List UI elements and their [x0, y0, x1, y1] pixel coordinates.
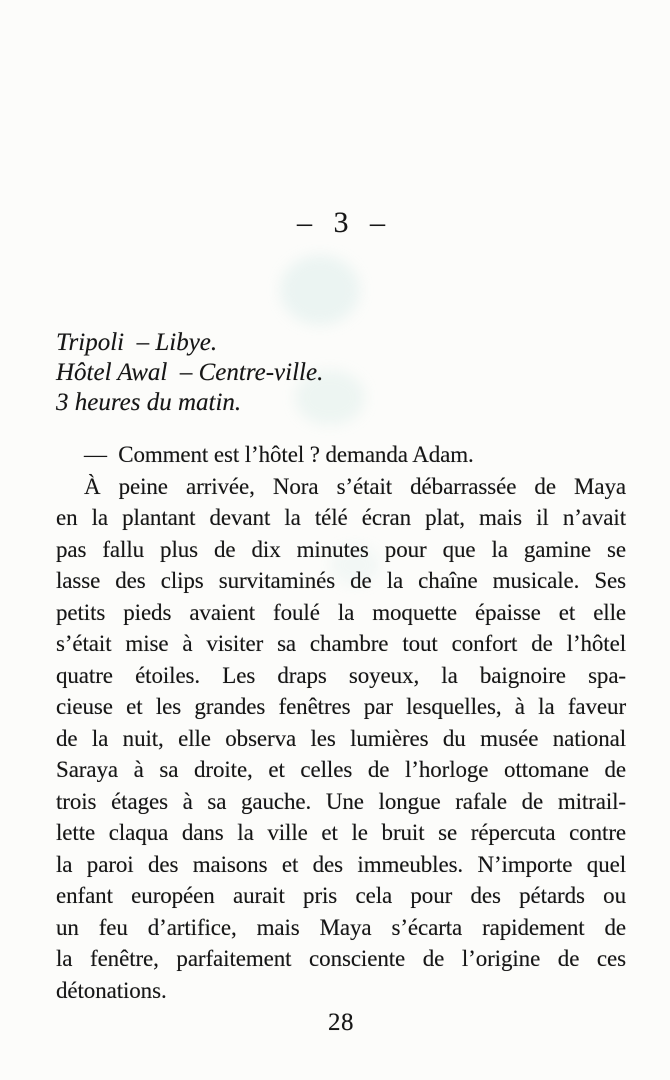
dateline-hotel: Hôtel Awal – Centre-ville.	[56, 359, 324, 386]
text-column	[56, 0, 626, 1037]
chapter-heading: – 3 –	[297, 206, 385, 239]
dateline-block	[56, 328, 626, 418]
body-line: lasse des clips survitaminés de la chaîne musicale. Ses	[56, 568, 626, 593]
dateline-location: Tripoli – Libye.	[56, 329, 218, 356]
body-line: enfant européen aurait pris cela pour des pétards ou	[56, 883, 626, 908]
body-line: détonations.	[56, 977, 167, 1003]
body-line: un feu d’artifice, mais Maya s’écarta rapidement de	[56, 914, 626, 940]
body-line: en la plantant devant la télé écran plat, mais il n’avait	[56, 505, 626, 530]
body-line: lette claqua dans la ville et le bruit se répercuta contre	[56, 820, 626, 845]
dialogue-line: — Comment est l’hôtel ? demanda Adam.	[84, 442, 474, 467]
body-line: quatre étoiles. Les draps soyeux, la baignoire spa-	[56, 662, 626, 688]
body-line: trois étages à sa gauche. Une longue rafale de mitrail-	[56, 788, 626, 814]
body-line: pas fallu plus de dix minutes pour que la gamine se	[56, 536, 626, 562]
dateline-time: 3 heures du matin.	[56, 389, 242, 416]
body-line: s’était mise à visiter sa chambre tout confort de l’hôtel	[56, 631, 626, 656]
body-line: la paroi des maisons et des immeubles. N’importe quel	[56, 851, 626, 877]
page-number: 28	[328, 1009, 354, 1036]
body-line: cieuse et les grandes fenêtres par lesquelles, à la faveur	[56, 694, 626, 719]
body-line: À peine arrivée, Nora s’était débarrassée de Maya	[84, 473, 626, 499]
body-line: Saraya à sa droite, et celles de l’horloge ottomane de	[56, 757, 626, 782]
body-line: petits pieds avaient foulé la moquette épaisse et elle	[56, 599, 626, 625]
body-line: de la nuit, elle observa les lumières du musée national	[56, 725, 626, 751]
body-text	[56, 439, 626, 1006]
body-line: la fenêtre, parfaitement consciente de l’origine de ces	[56, 946, 626, 971]
